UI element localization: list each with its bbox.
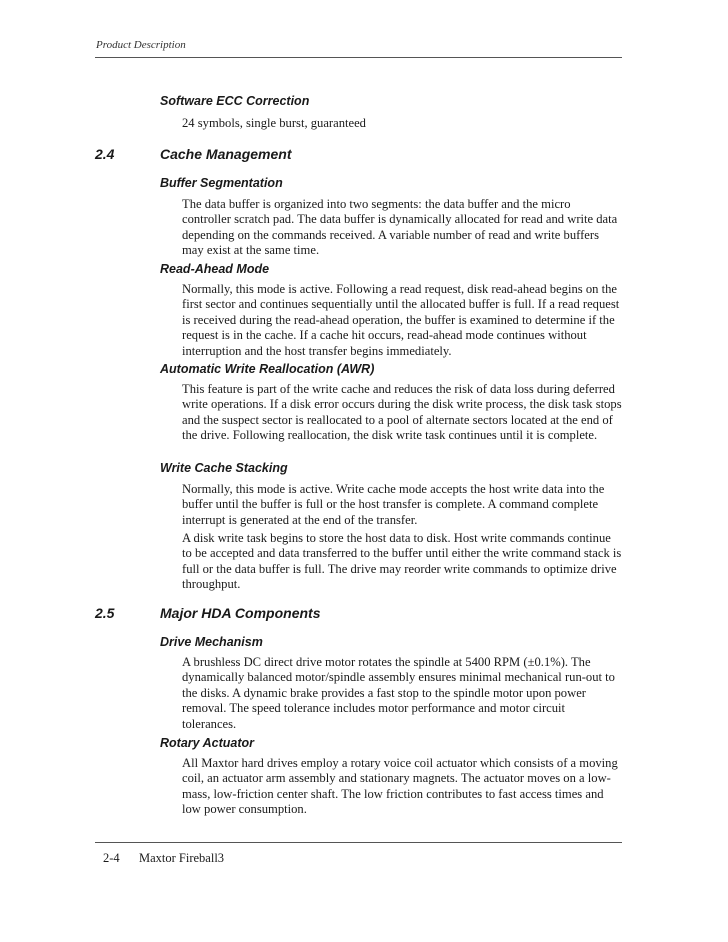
section-title-2-5: Major HDA Components <box>160 605 321 621</box>
write-cache-text-2: A disk write task begins to store the host data to disk. Host write commands continue to be accepted and data transferred to the buffer until either the write command stack is full or the data buffer is full. The drive may reorder write commands to optimize drive throughput. <box>182 531 622 592</box>
read-ahead-heading: Read-Ahead Mode <box>160 262 270 276</box>
header-rule <box>95 57 622 58</box>
write-cache-heading: Write Cache Stacking <box>160 461 288 475</box>
rotary-actuator-text: All Maxtor hard drives employ a rotary voice coil actuator which consists of a moving coil, an actuator arm assembly and stationary magnets. The actuator moves on a low-mass, low-friction center shaft. The low friction contributes to fast access times and low power consumption. <box>182 756 618 817</box>
buffer-segmentation-heading: Buffer Segmentation <box>160 176 283 190</box>
footer-title: Maxtor Fireball3 <box>139 851 225 865</box>
footer-page-number: 2-4 <box>103 851 120 865</box>
section-title-2-4: Cache Management <box>160 146 292 162</box>
footer-rule <box>95 842 622 843</box>
awr-text: This feature is part of the write cache and reduces the risk of data loss during deferred write operations. If a disk error occurs during the disk write process, the disk task stops and the suspect sector is reallocated to a pool of alternate sectors located at the end of the drive. Following reallocation, the disk write task continues until it is complete. <box>182 382 622 443</box>
section-number-2-4: 2.4 <box>95 146 115 162</box>
section-number-2-5: 2.5 <box>95 605 115 621</box>
drive-mechanism-heading: Drive Mechanism <box>160 635 263 649</box>
buffer-segmentation-text: The data buffer is organized into two segments: the data buffer and the micro controller scratch pad. The data buffer is dynamically allocated for read and write data depending on the commands received. A variable number of read and write buffers may exist at the same time. <box>182 197 618 258</box>
rotary-actuator-heading: Rotary Actuator <box>160 736 254 750</box>
read-ahead-text: Normally, this mode is active. Following a read request, disk read-ahead begins on the first sector and continues sequentially until the allocated buffer is full. If a read request is received during the read-ahead operation, the buffer is examined to determine if the request is in the cache. If a cache hit occurs, read-ahead mode continues without interruption and the host transfer begins immediately. <box>182 282 620 358</box>
ecc-text: 24 symbols, single burst, guaranteed <box>182 116 366 130</box>
drive-mechanism-text: A brushless DC direct drive motor rotates the spindle at 5400 RPM (±0.1%). The dynamically balanced motor/spindle assembly ensures minimal mechanical run-out to the disks. A dynamic brake provides a fast stop to the spindle motor upon power removal. The speed tolerance includes motor performance and motor circuit tolerances. <box>182 655 615 731</box>
running-header-title: Product Description <box>96 39 186 51</box>
write-cache-text-1: Normally, this mode is active. Write cache mode accepts the host write data into the buffer until the buffer is full or the host transfer is complete. A command complete interrupt is generated at the end of the transfer. <box>182 482 605 527</box>
awr-heading: Automatic Write Reallocation (AWR) <box>160 362 375 376</box>
ecc-heading: Software ECC Correction <box>160 94 310 108</box>
